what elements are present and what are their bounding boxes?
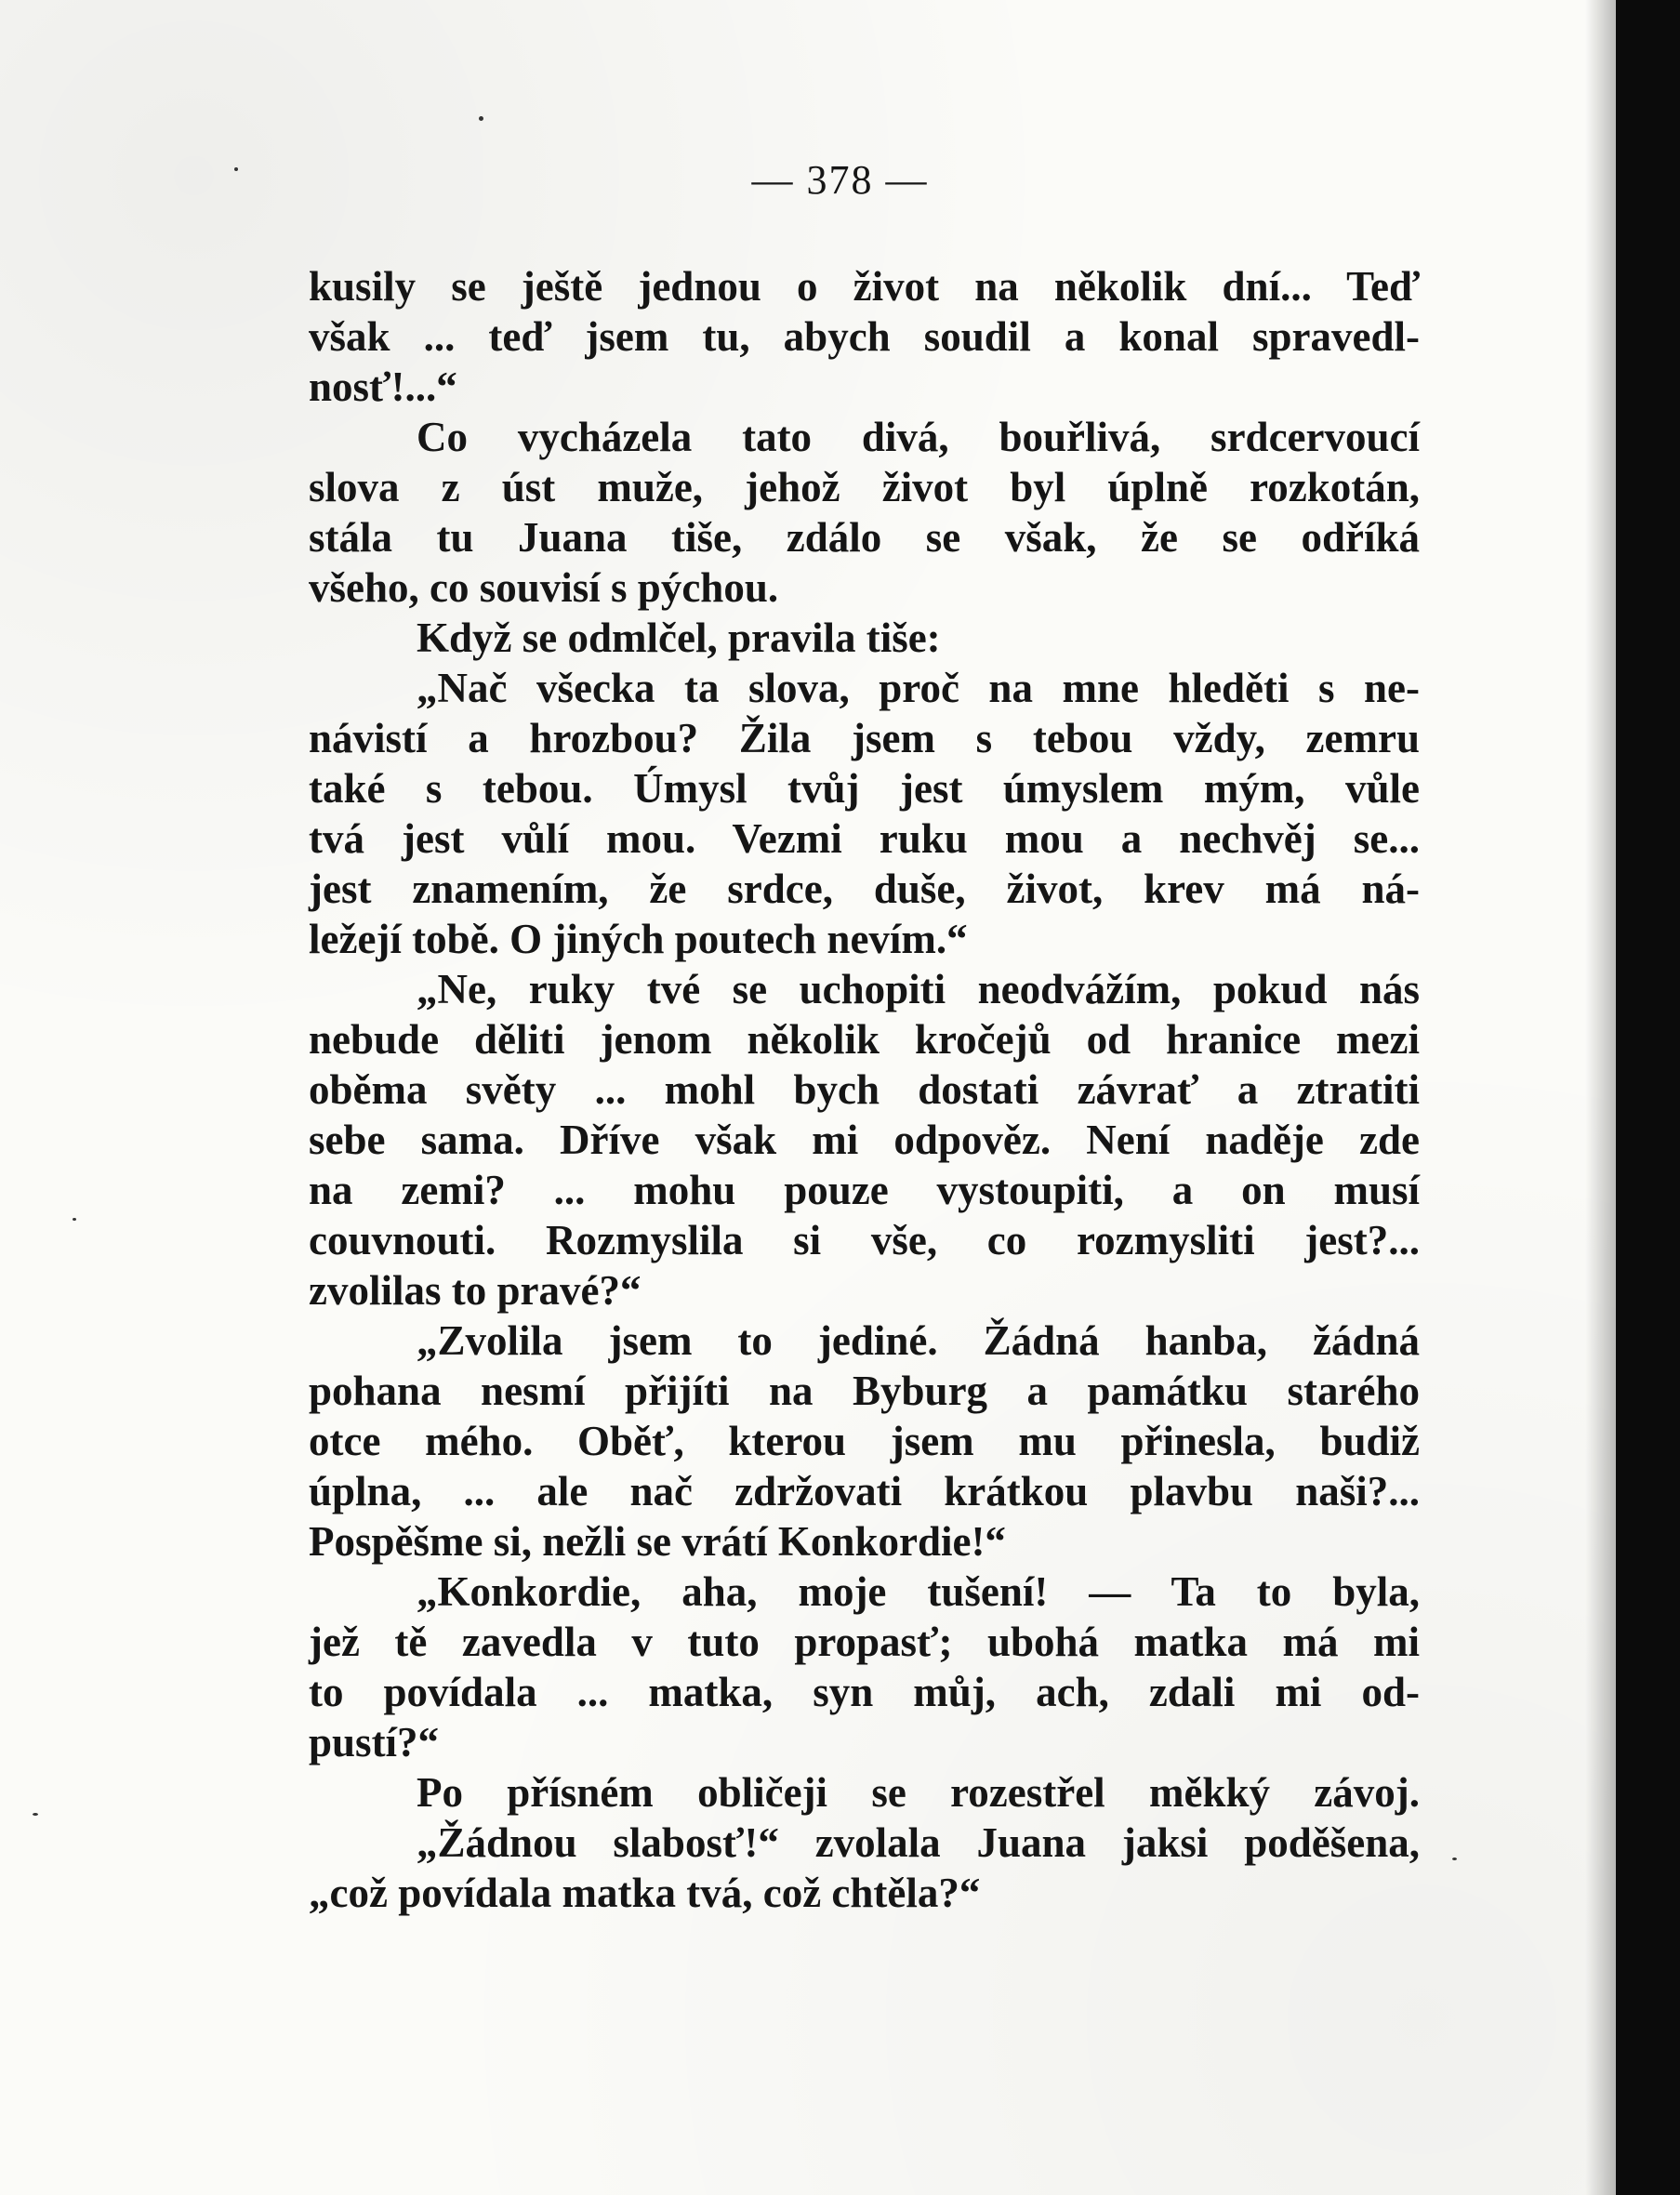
text-line: nebude děliti jenom několik kročejů od hranice mezi: [309, 1016, 1420, 1063]
text-line: Když se odmlčel, pravila tiše:: [417, 615, 941, 661]
body-text: [309, 261, 1420, 1918]
text-line: pohana nesmí přijíti na Byburg a památku starého: [309, 1368, 1420, 1414]
text-line: „Zvolila jsem to jediné. Žádná hanba, žádná: [417, 1317, 1420, 1364]
text-line: na zemi? ... mohu pouze vystoupiti, a on musí: [309, 1167, 1420, 1213]
paper-speck: [33, 1813, 38, 1816]
text-line: „Žádnou slabosť!“ zvolala Juana jaksi poděšena,: [417, 1819, 1420, 1866]
text-line: otce mého. Oběť, kterou jsem mu přinesla, budiž: [309, 1418, 1420, 1464]
text-line: všeho, co souvisí s pýchou.: [309, 564, 779, 611]
page-number: — 378 —: [751, 157, 929, 203]
paper-speck: [73, 1218, 76, 1221]
text-line: stála tu Juana tiše, zdálo se však, že se odříká: [309, 514, 1420, 561]
text-line: zvolilas to pravé?“: [309, 1267, 642, 1314]
text-line: Co vycházela tato divá, bouřlivá, srdcervoucí: [417, 414, 1420, 460]
text-line: jest znamením, že srdce, duše, život, krev má ná-: [309, 866, 1420, 912]
text-line: to povídala ... matka, syn můj, ach, zdali mi od-: [309, 1669, 1420, 1715]
text-line: Po přísném obličeji se rozestřel měkký závoj.: [417, 1769, 1420, 1816]
text-line: ležejí tobě. O jiných poutech nevím.“: [309, 916, 968, 962]
text-line: jež tě zavedla v tuto propasť; ubohá matka má mi: [309, 1619, 1420, 1665]
text-line: „což povídala matka tvá, což chtěla?“: [309, 1870, 981, 1916]
text-line: úplna, ... ale nač zdržovati krátkou plavbu naši?...: [309, 1468, 1420, 1514]
text-line: „Nač všecka ta slova, proč na mne hleděti s ne-: [417, 665, 1420, 711]
text-line: kusily se ještě jednou o život na několik dní... Teď: [309, 263, 1420, 310]
text-line: „Konkordie, aha, moje tušení! — Ta to byla,: [417, 1568, 1420, 1615]
text-line: tvá jest vůlí mou. Vezmi ruku mou a nechvěj se...: [309, 815, 1420, 862]
text-line: Pospěšme si, nežli se vrátí Konkordie!“: [309, 1518, 1006, 1565]
paper-speck: [1452, 1858, 1457, 1860]
text-line: sebe sama. Dříve však mi odpověz. Není naděje zde: [309, 1117, 1420, 1163]
text-line: „Ne, ruky tvé se uchopiti neodvážím, pokud nás: [417, 966, 1420, 1012]
text-line: slova z úst muže, jehož život byl úplně rozkotán,: [309, 464, 1420, 510]
text-line: také s tebou. Úmysl tvůj jest úmyslem mým, vůle: [309, 765, 1420, 812]
text-line: pustí?“: [309, 1719, 440, 1765]
text-line: však ... teď jsem tu, abych soudil a konal spravedl-: [309, 313, 1420, 360]
text-line: návistí a hrozbou? Žila jsem s tebou vždy, zemru: [309, 715, 1420, 761]
page-edge-shadow: [1585, 0, 1616, 2195]
text-line: oběma světy ... mohl bych dostati závrať a ztratiti: [309, 1066, 1420, 1113]
paper-speck: [479, 116, 483, 121]
text-line: nosť!...“: [309, 364, 457, 410]
text-line: couvnouti. Rozmyslila si vše, co rozmysliti jest?...: [309, 1217, 1420, 1263]
